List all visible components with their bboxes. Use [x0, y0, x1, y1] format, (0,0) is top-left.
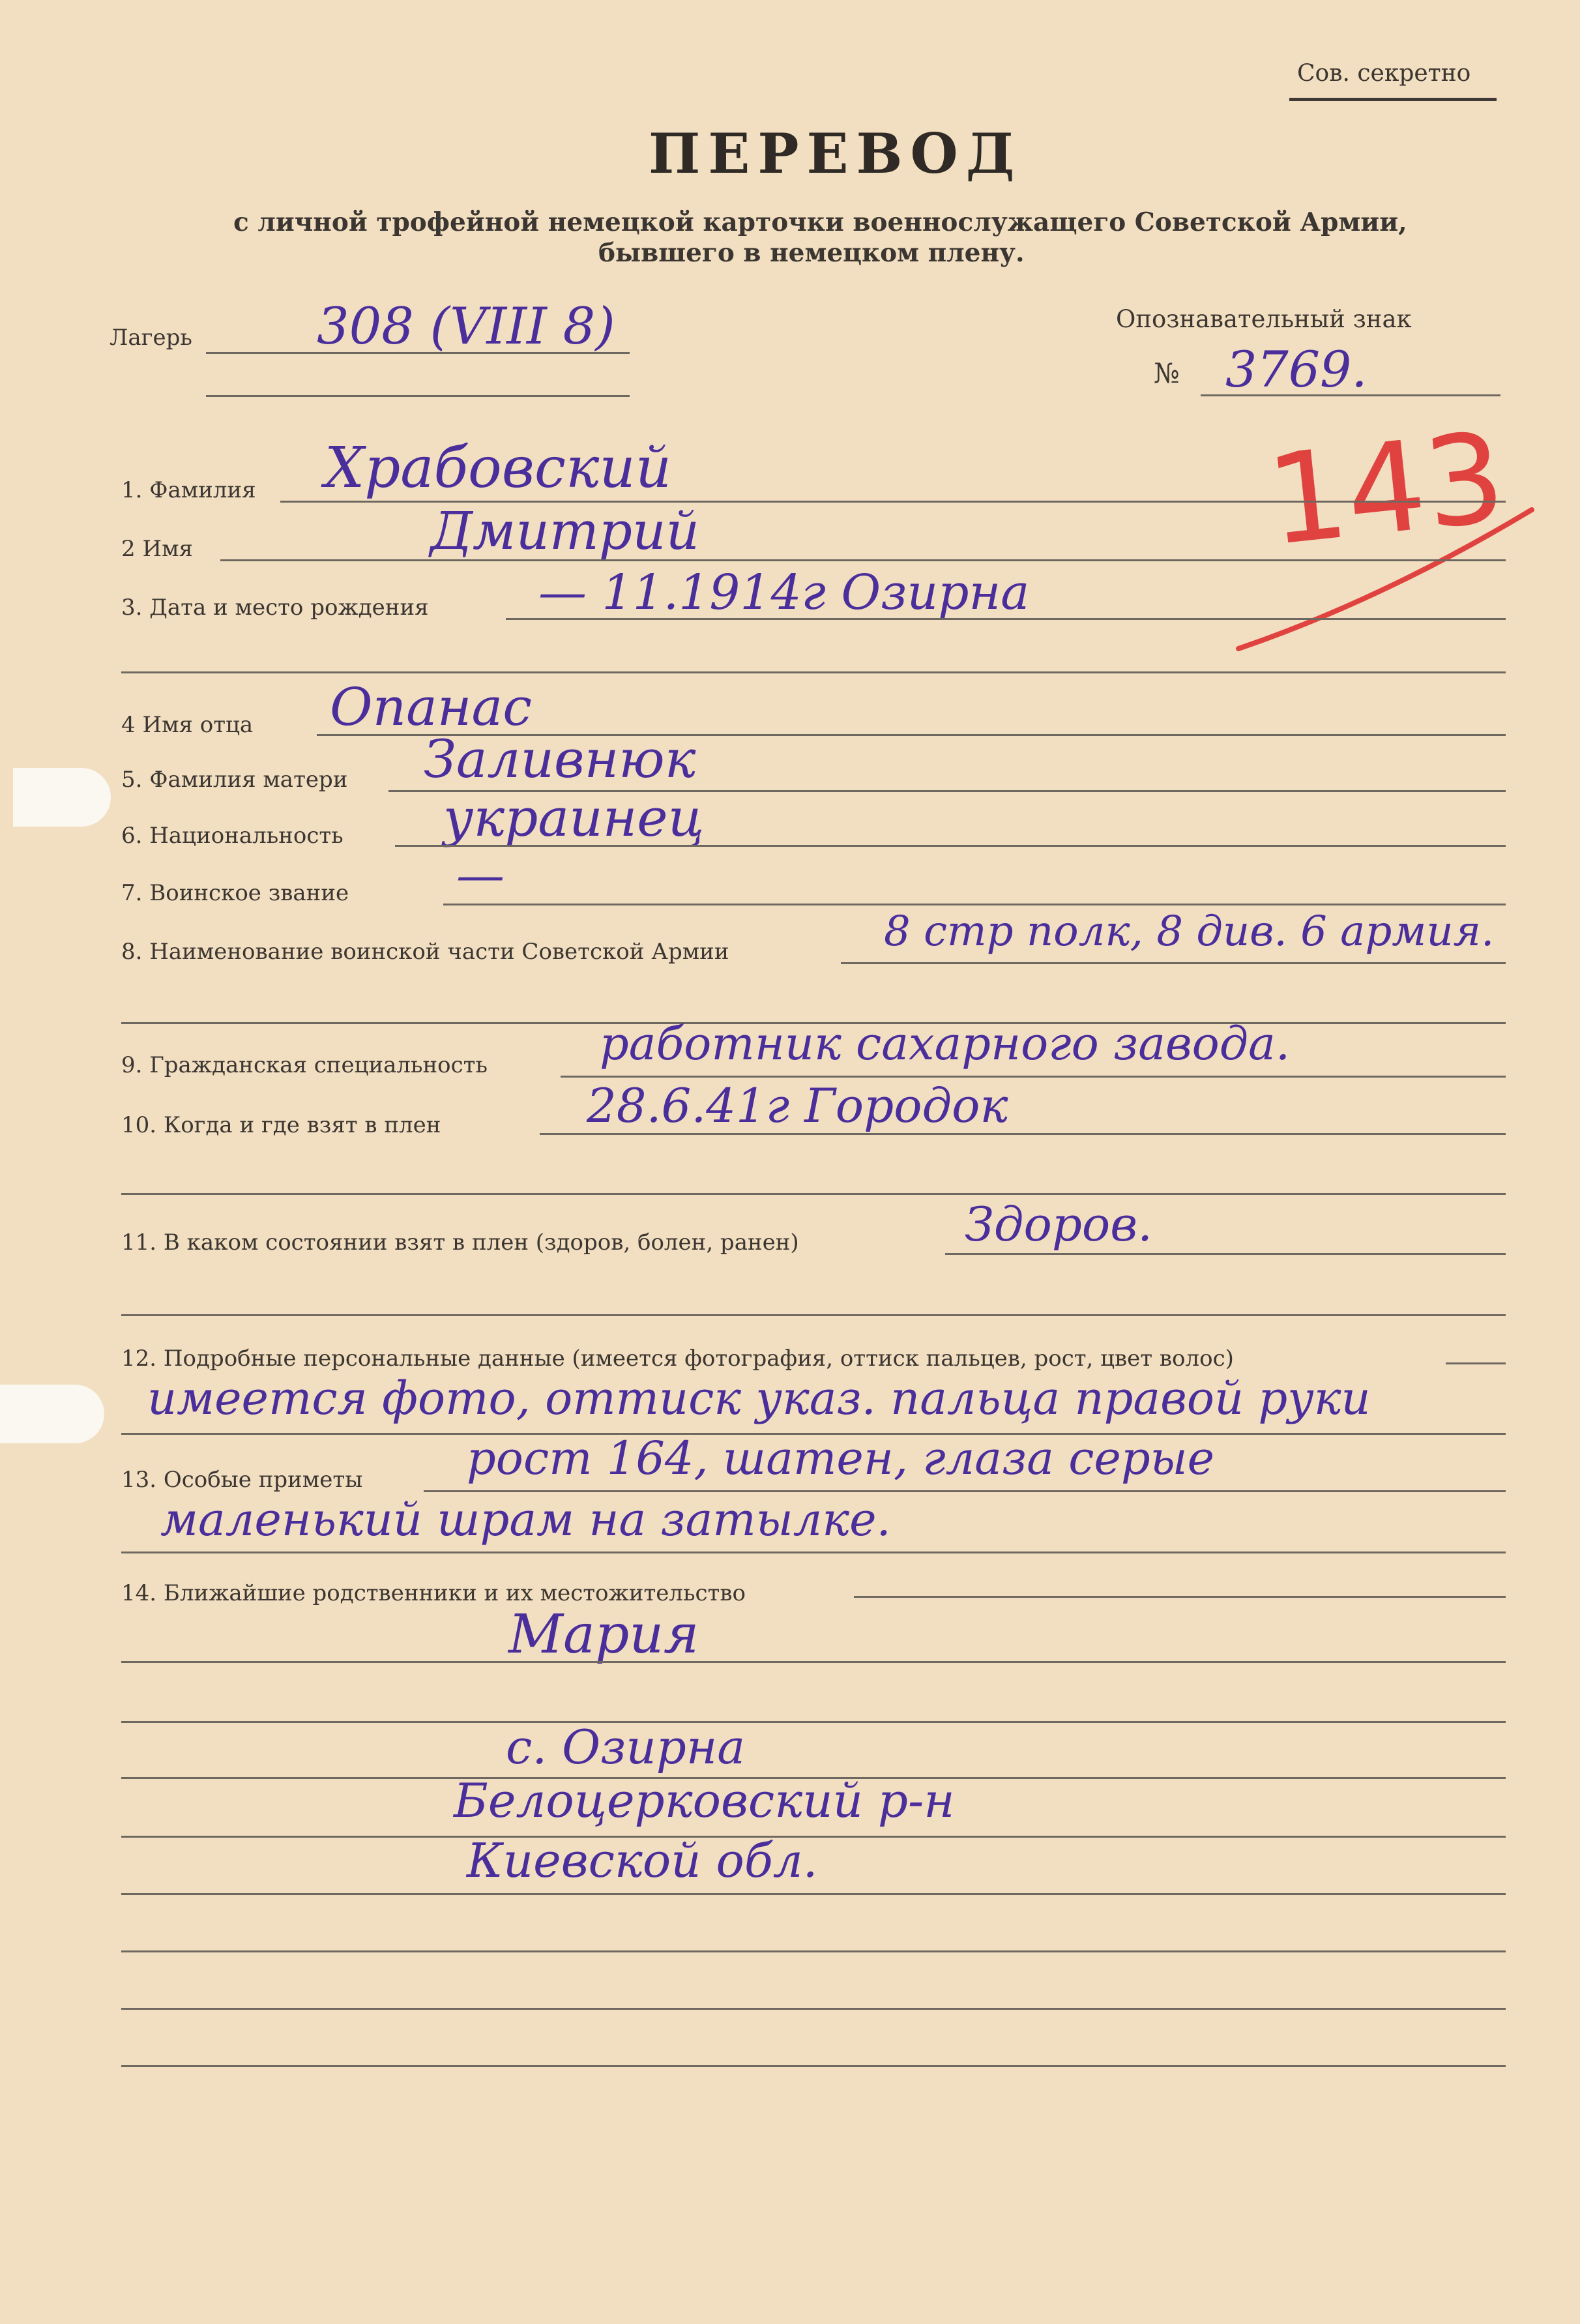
- field-nationality-label: 6. Национальность: [121, 823, 344, 849]
- id-tag-value: 3769.: [1225, 340, 1368, 398]
- red-slash-mark: [1225, 495, 1551, 665]
- field-rank-value: —: [456, 847, 505, 904]
- field-rank-rule: [443, 904, 1506, 905]
- relatives-rule-2: [121, 1721, 1506, 1723]
- field-father-label: 4 Имя отца: [121, 712, 254, 738]
- punch-hole-bottom: [0, 1385, 104, 1443]
- id-tag-prefix: №: [1154, 357, 1180, 389]
- field-marks-value: рост 164, шатен, глаза серые: [467, 1432, 1215, 1485]
- field-unit-label: 8. Наименование воинской части Советской Армии: [121, 939, 729, 965]
- field-condition-rule: [945, 1253, 1506, 1255]
- field-birth-label: 3. Дата и место рождения: [121, 595, 429, 621]
- id-tag-label: Опознавательный знак: [1116, 305, 1412, 333]
- field-profession-value: работник сахарного завода.: [600, 1017, 1291, 1070]
- relatives-rule-6: [121, 1950, 1506, 1952]
- camp-rule-2: [206, 395, 630, 397]
- field-personal-data-value: имеется фото, оттиск указ. пальца правой руки: [147, 1372, 1371, 1425]
- field-rank-label: 7. Воинское звание: [121, 880, 349, 906]
- field-birth-rule: [506, 618, 1506, 620]
- field-nationality-value: украинец: [443, 787, 705, 848]
- field-unit-value: 8 стр полк, 8 див. 6 армия.: [884, 907, 1495, 956]
- field-capture-value: 28.6.41г Городок: [587, 1078, 1008, 1133]
- field-capture-rule-2: [121, 1193, 1506, 1195]
- field-profession-label: 9. Гражданская специальность: [121, 1052, 488, 1078]
- field-relatives-label: 14. Ближайшие родственники и их местожительство: [121, 1580, 746, 1606]
- camp-label: Лагерь: [110, 325, 192, 351]
- relatives-line-4: Киевской обл.: [467, 1833, 818, 1888]
- field-marks-rule-2: [121, 1552, 1506, 1553]
- field-birth-rule-2: [121, 671, 1506, 673]
- field-marks-rule: [424, 1490, 1506, 1492]
- field-condition-label: 11. В каком состоянии взят в плен (здоров, болен, ранен): [121, 1229, 799, 1256]
- field-name-label: 2 Имя: [121, 536, 193, 562]
- relatives-line-3: Белоцерковский р-н: [454, 1773, 955, 1828]
- field-marks-value-2: маленький шрам на затылке.: [160, 1493, 891, 1546]
- relatives-rule-5: [121, 1893, 1506, 1895]
- relatives-rule-1: [121, 1661, 1506, 1663]
- field-name-value: Дмитрий: [430, 501, 700, 561]
- field-relatives-rule: [854, 1596, 1506, 1598]
- field-birth-value: — 11.1914г Озирна: [538, 565, 1030, 621]
- field-profession-rule: [561, 1076, 1506, 1078]
- punch-hole-top: [13, 768, 111, 827]
- relatives-line-2: с. Озирна: [506, 1720, 746, 1774]
- red-number-mark: 143: [1261, 405, 1512, 574]
- subtitle-line-2: бывшего в немецком плену.: [598, 238, 1025, 268]
- classification-stamp: Сов. секретно: [1297, 60, 1471, 87]
- field-unit-rule: [841, 962, 1506, 964]
- field-mother-value: Заливнюк: [424, 729, 696, 789]
- field-surname-value: Храбовский: [325, 435, 672, 501]
- field-nationality-rule: [395, 845, 1506, 847]
- relatives-rule-7: [121, 2008, 1506, 2010]
- field-condition-rule-2: [121, 1314, 1506, 1316]
- camp-rule-1: [206, 352, 630, 354]
- camp-value: 308 (VIII 8): [317, 297, 615, 356]
- field-capture-label: 10. Когда и где взят в плен: [121, 1112, 441, 1138]
- relatives-rule-8: [121, 2065, 1506, 2067]
- field-father-value: Опанас: [330, 677, 532, 737]
- field-personal-data-rule: [1446, 1362, 1506, 1364]
- id-tag-rule: [1201, 394, 1500, 396]
- field-marks-label: 13. Особые приметы: [121, 1467, 363, 1493]
- relatives-line-1: Мария: [508, 1604, 699, 1666]
- field-condition-value: Здоров.: [965, 1197, 1153, 1252]
- field-surname-label: 1. Фамилия: [121, 477, 256, 503]
- field-capture-rule: [540, 1133, 1506, 1135]
- classification-underline: [1289, 98, 1497, 101]
- page-title: ПЕРЕВОД: [649, 121, 1023, 186]
- field-personal-data-label: 12. Подробные персональные данные (имеется фотография, оттиск пальцев, рост, цвет волос): [121, 1346, 1234, 1372]
- field-name-rule: [220, 559, 1506, 561]
- subtitle-line-1: с личной трофейной немецкой карточки военнослужащего Советской Армии,: [233, 207, 1407, 237]
- field-mother-label: 5. Фамилия матери: [121, 767, 348, 793]
